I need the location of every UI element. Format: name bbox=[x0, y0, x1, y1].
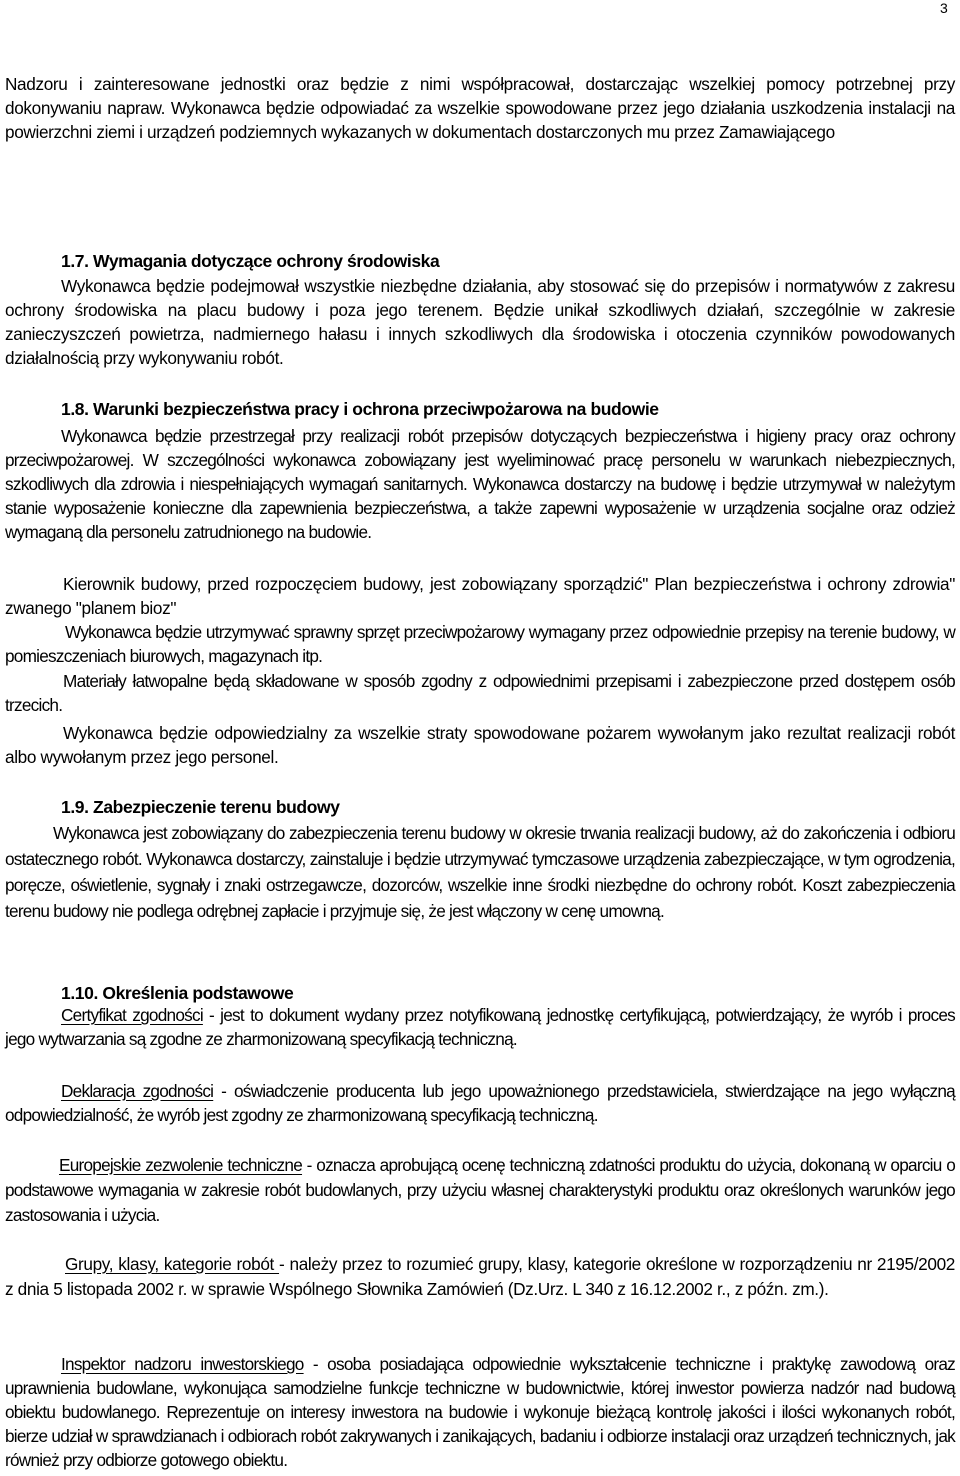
definition-term: Deklaracja zgodności bbox=[61, 1081, 214, 1101]
section-1-8-heading: 1.8. Warunki bezpieczeństwa pracy i ochrona przeciwpożarowa na budowie bbox=[61, 399, 659, 419]
section-1-8-paragraph-3: Wykonawca będzie utrzymywać sprawny sprzęt przeciwpożarowy wymagany przez odpowiednie przepisy na terenie budowy, w pomieszczeniach biurowych, magazynach itp. bbox=[5, 622, 955, 666]
intro-paragraph: Nadzoru i zainteresowane jednostki oraz będzie z nimi współpracował, dostarczając wszelkiej pomocy potrzebnej przy dokonywaniu naprаw. Wykonawca będzie odpowiadać za wszelkie spowodowane przez jego działania uszkodzenia instalacji na powierzchni ziemi i urządzeń podziemnych wykazanych w dokumentach dostarczonych mu przez Zamawiającego bbox=[5, 74, 955, 142]
section-1-8-paragraph-1: Wykonawca będzie przestrzegał przy realizacji robót przepisów dotyczących bezpieczeństwa i higieny pracy oraz ochrony przeciwpożarowej. W szczególności wykonawca zobowiązany jest wyeliminować pracę personelu w warunkach niebezpiecznych, szkodliwych dla zdrowia i niespełniających wymagań sanitarnych. Wykonawca dostarczy na budowę i będzie utrzymywał w należytym stanie wyposażenie konieczne dla zapewnienia bezpieczeństwa, a także zapewni wyposażenie w urządzenia socjalne oraz odzież wymaganą dla personelu zatrudnionego na budowie. bbox=[5, 426, 955, 542]
section-1-7-body: Wykonawca będzie podejmował wszystkie niezbędne działania, aby stosować się do przepisów i normatywów z zakresu ochrony środowiska na placu budowy i poza jego terenem. Będzie unikał szkodliwych działań, szczególnie w zakresie zanieczyszczeń powietrza, nadmiernego hałasu i innych szkodliwych dla środowiska i otoczenia czynników powodowanych działalnością przy wykonywaniu robót. bbox=[5, 276, 955, 368]
definition-deklaracja-zgodnosci bbox=[5, 1079, 955, 1127]
definition-term: Europejskie zezwolenie techniczne bbox=[59, 1155, 303, 1175]
definition-europejskie-zezwolenie bbox=[5, 1153, 955, 1228]
definition-term: Inspektor nadzoru inwestorskiego bbox=[61, 1354, 304, 1374]
section-1-9-body: Wykonawca jest zobowiązany do zabezpieczenia terenu budowy w okresie trwania realizacji budowy, aż do zakończenia i odbioru ostatecznego robót. Wykonawca dostarczy, zainstaluje i będzie utrzymywać tymczasowe urządzenia zabezpieczające, w tym ogrodzenia, poręcze, oświetlenie, sygnały i znaki ostrzegawcze, dozorców, wszelkie inne środki niezbędne do ochrony robót. Koszt zabezpieczenia terenu budowy nie podlega odrębnej zapłacie i przyjmuje się, że jest włączony w cenę umowną. bbox=[5, 823, 955, 921]
page-number: 3 bbox=[940, 0, 948, 16]
section-1-7-heading: 1.7. Wymagania dotyczące ochrony środowiska bbox=[61, 251, 440, 271]
definition-text: - osoba posiadająca odpowiednie wykształcenie techniczne i praktykę zawodową oraz uprawnienia budowlane, wykonująca samodzielne funkcje techniczne w budownictwie, której inwestor powierza nadzór nad budową obiektu budowlanego. Reprezentuje on interesy inwestora na budowie i wykonuje bieżącą kontrolę jakości i ilości wykonanych robót, bierze udział w sprawdzianach i odbiorach robót zakrywanych i zanikających, badaniu i odbiorze instalacji oraz urządzeń technicznych, jak również przy odbiorze gotowego obiektu. bbox=[5, 1354, 955, 1470]
definition-inspektor-nadzoru bbox=[5, 1352, 955, 1472]
definition-text: - należy przez to rozumieć grupy, klasy, kategorie określone w rozporządzeniu nr 2195/2002 z dnia 5 listopada 2002 r. w sprawie Wspólnego Słownika Zamówień (Dz.Urz. L 340 z 16.12.2002 r., z późn. zm.). bbox=[5, 1254, 955, 1299]
definition-text: - oświadczenie producenta lub jego upoważnionego przedstawiciela, stwierdzające na jego wyłączną odpowiedzialność, że wyrób jest zgodny ze zharmonizowaną specyfikacją techniczną. bbox=[5, 1081, 955, 1125]
section-1-9-heading: 1.9. Zabezpieczenie terenu budowy bbox=[61, 797, 340, 817]
section-1-8-paragraph-4: Materiały łatwopalne będą składowane w sposób zgodny z odpowiednimi przepisami i zabezpieczone przed dostępem osób trzecich. bbox=[5, 671, 955, 715]
section-1-10-heading: 1.10. Określenia podstawowe bbox=[61, 983, 294, 1003]
definition-text: - jest to dokument wydany przez notyfikowaną jednostkę certyfikującą, potwierdzający, że wyrób i proces jego wytwarzania są zgodne ze zharmonizowaną specyfikacją techniczną. bbox=[5, 1005, 955, 1049]
definition-grupy-klasy-kategorie bbox=[5, 1252, 955, 1302]
definition-term: Certyfikat zgodności bbox=[61, 1005, 203, 1025]
definition-certyfikat-zgodnosci bbox=[5, 1003, 955, 1051]
definition-term: Grupy, klasy, kategorie robót bbox=[65, 1254, 280, 1274]
definition-text: - oznacza aprobującą ocenę techniczną zdatności produktu do użycia, dokonaną w oparciu o podstawowe wymagania w zakresie robót budowlanych, przy użyciu własnej charakterystyki produktu oraz określonych warunków jego zastosowania i użycia. bbox=[5, 1155, 955, 1225]
section-1-8-paragraph-2: Kierownik budowy, przed rozpoczęciem budowy, jest zobowiązany sporządzić" Plan bezpieczeństwa i ochrony zdrowia" zwanego "planem bioz" bbox=[5, 574, 955, 618]
section-1-8-paragraph-5: Wykonawca będzie odpowiedzialny za wszelkie straty spowodowane pożarem wywołanym jako rezultat realizacji robót albo wywołanym przez jego personel. bbox=[5, 723, 955, 767]
